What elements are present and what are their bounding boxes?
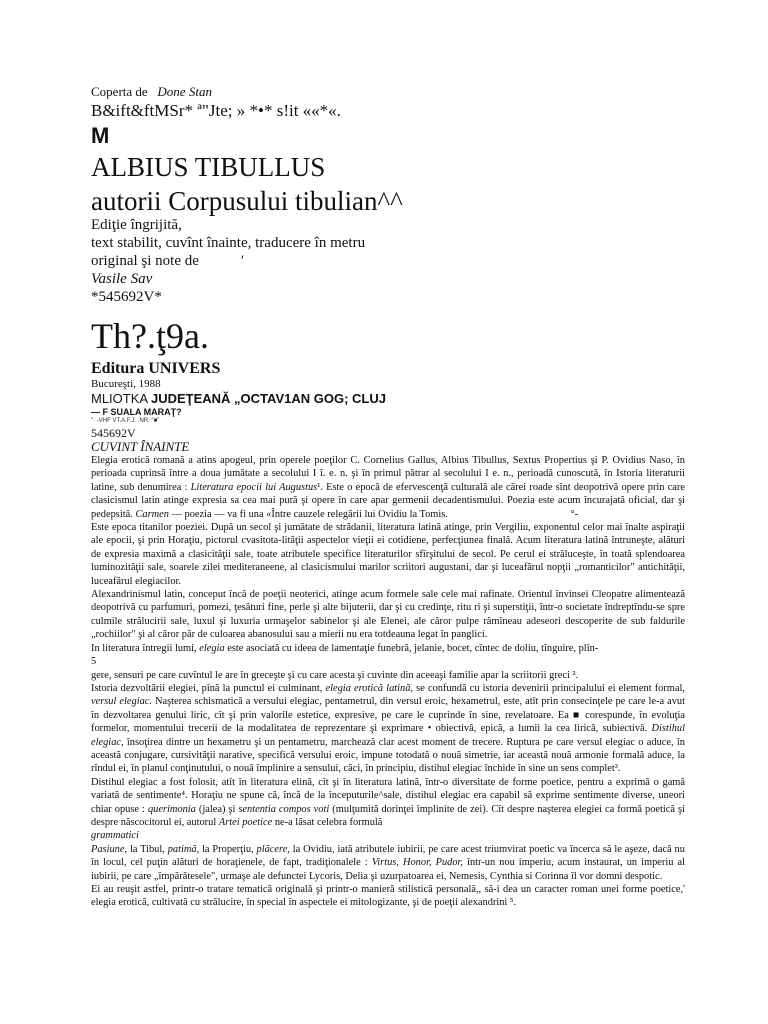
translator-text: Vasile Sav	[91, 271, 153, 287]
body-text	[91, 454, 685, 910]
paragraph-6-c: Naşterea schismatică a versului elegiac, pentametrul, din versul eroic, hexametrul, este, atît prin consecinţele pe care le-a avut în dezvoltarea genului liric, cît şi prin valorile estetice, expresive, pe care le cuprinde în sine, revelatoare. Ea ■ corespunde, în evoluţia formelor, momentului trecerii de la modalitatea de reprezentare şi exprimare • obiectivă, epică, a lumii la cea lirică, subiectivă.	[91, 696, 685, 735]
paragraph-4-italic: elegia	[199, 642, 225, 654]
paragraph-1-a: Elegia erotică romană a atins apogeul, prin operele poeţilor C. Cornelius Gallus, Albius Tibullus, Sextus Propertius şi P. Ovidius Naso, în perioada cuprinsă între a doua jumătate a secolului I î. e. n. şi în primul pătrar al secolului I e. n., perioadă cunoscută, în Istoria literaturii latine, sub denumirea :	[91, 455, 685, 493]
initial-letter: M	[91, 123, 110, 148]
paragraph-4-a: In literatura întregii lumi,	[91, 642, 197, 654]
paragraph-6-italic-3: Distihul elegiac,	[91, 723, 685, 748]
paragraph-6-italic-2: versul elegiac.	[91, 696, 152, 708]
paragraph-8-c: la Ovidiu, iată atributele iubirii, pe care acest triumvirat poetic va încerca să le aşeze, dacă nu în locul, cel puţin alături de horaţienele, de fapt, tradiţionalele :	[91, 843, 685, 869]
ocr-noise-line: B&ift&ftMSr* ª"Jte; » *•* s!it ««*«.	[91, 101, 341, 120]
paragraph-1-c: — poezia — va fi una «Între cauzele relegării lui Ovidiu la Tomis.	[171, 508, 448, 520]
paragraph-4-b: este asociată cu ideea de lamentaţie funebră, jelanie, bocet, cîntec de doliu, tînguire, plîn-	[227, 642, 599, 654]
paragraph-7-italic-3: Artei poetice	[218, 816, 273, 828]
section-heading: CUVINT ÎNAINTE	[91, 439, 190, 454]
edition-mark: ′	[240, 253, 245, 269]
place-year: Bucureşti, 1988	[91, 378, 161, 390]
paragraph-4	[91, 642, 685, 655]
paragraph-9: Ei au reuşit astfel, printr-o tratare tematică originală şi printr-o manieră stilistică personală,, să-i dea un caracter roman unei forme poetice,' elegia erotică, cultivată cu strălucire, în special în aspectele ei mitologizante, şi de poeţii alexandrini ⁵.	[91, 884, 685, 909]
library-name: JUDEŢEANĂ „OCTAV1AN GOG; CLUJ	[150, 391, 386, 406]
paragraph-6	[91, 682, 685, 776]
paragraph-6-d: însoţirea dintre un hexametru şi un pentametru, marchează clar acest moment de trecere. Ruptura pe care versul elegiac o aduce, în această conjugare, cursivităţii narative, specifică versului eroic, impune totodată o nouă simetrie, iar această nouă armonie formală aduce, la rîndul ei, în planul conţinutului, o nouă împlinire a sensului, căci, în principiu, distihul elegiac închide în sine un sens complet³.	[91, 736, 685, 775]
cover-credit	[91, 84, 683, 100]
edition-line-2: text stabilit, cuvînt înainte, traducere în metru	[91, 235, 366, 251]
edition-line-3-text: original şi note de	[91, 253, 199, 269]
paragraph-7-d: ne-a lăsat celebra formulă	[274, 816, 383, 828]
paragraph-1	[91, 454, 685, 521]
translator-name	[91, 270, 683, 288]
author-name: ALBIUS TIBULLUS	[91, 152, 326, 182]
large-title-noise: Th?.ţ9a.	[91, 316, 209, 356]
library-prefix: MLIOTKA	[91, 391, 148, 406]
library-stamp-line	[91, 391, 683, 407]
footnote-mark: °-	[570, 508, 579, 520]
paragraph-7-italic-2: sententia compos voti	[238, 803, 330, 815]
paragraph-7-b: (jalea) şi	[198, 803, 236, 815]
stamp-noise: "· -VHF VT.A.F.J. .NR. "■"	[91, 418, 160, 424]
paragraph-2: Este epoca titanilor poeziei. După un secol şi jumătate de strădanii, literatura latină atinge, prin Vergiliu, exponentul celor mai înalte aspiraţii ale epocii, şi prin Horaţiu, pictorul cvasitota-lităţii aspectelor vieţii ei cotidiene, perfecţiunea finală. Acum literatura latină întruneşte, alături de expresia maximă a clasicităţii sale, toate atributele specifice literaturilor sfîrşitului de secol. Pe cerul ei străluceşte, în toată splendoarea luminozităţii sale, soarele zilei mediteraneene, al clasicismului marilor scriitori augustani, dar şi luceafărul nopţii „romanticilor" antichităţii, luceafărul elegiacilor.	[91, 522, 685, 587]
page-number: 5	[91, 656, 97, 668]
cover-artist: Done Stan	[157, 84, 212, 99]
book-subtitle: autorii Corpusului tibulian^^	[91, 186, 403, 216]
page-content	[91, 84, 683, 910]
publisher-name: Editura UNIVERS	[91, 360, 221, 377]
paragraph-7	[91, 776, 685, 843]
paragraph-7-italic-4: grammatici	[91, 830, 139, 842]
paragraph-8-b: la Properţiu,	[202, 843, 254, 855]
paragraph-8	[91, 843, 685, 883]
paragraph-5: gere, sensuri pe care cuvîntul le are în greceşte şi cu care acesta şi cuvinte din aceeaşi familie apar la scriitorii greci ².	[91, 669, 579, 681]
paragraph-7-a: Distihul elegiac a fost folosit, atît în literatura elină, cît şi în literatura latină, într-o diversitate de forme poetice, pentru a exprimă o gamă variată de sentimente⁴. Horaţiu ne spune că, încă de la începuturile^sale, distihul elegiac era capabil să exprime sentimente diverse, uneori chiar opuse :	[91, 776, 685, 815]
paragraph-8-italic-2: patimă,	[167, 843, 200, 855]
paragraph-8-italic-4: Virtus, Honor, Pudor,	[371, 857, 464, 869]
inventory-code: 545692V	[91, 426, 136, 440]
paragraph-8-italic-1: Pasiune,	[91, 843, 128, 855]
paragraph-8-italic-3: plăcere,	[256, 843, 290, 855]
cover-label: Coperta de	[91, 84, 148, 99]
paragraph-7-c: (mulţumită dorinţei împlinite de zei). Cît despre naşterea elegiei ca formă poetică şi despre născocitorul ei, autorul	[91, 803, 685, 828]
edition-line-3	[91, 252, 683, 270]
paragraph-7-italic-1: querimonia	[147, 803, 196, 815]
paragraph-6-italic-1: elegia erotică latină,	[325, 682, 414, 694]
paragraph-1-italic: Literatura epocii lui Augustus	[190, 481, 318, 493]
paragraph-6-a: Istoria dezvoltării elegiei, pînă la punctul ei culminant,	[91, 682, 323, 694]
paragraph-8-d: într-un nou imperiu, acum instaurat, un imperiu al iubirii, pe care „împărătesele", urmaşe ale defunctei Lycoris, Delia şi uzurpatoarea ei, Nemesis, Cynthia si Corinna îl vor domni despotic.	[91, 857, 685, 882]
paragraph-8-a: la Tibul,	[129, 843, 165, 855]
barcode-text: *545692V*	[91, 289, 162, 305]
paragraph-1-b: ¹. Este o epocă de efervescenţă culturală ale cărei roade sînt deopotrivă opere prin care clasicismul latin atinge expresia sa cea mai pură şi opere în care apar germenii decadentismului. Poezia este acum încurajată oficial, dar şi pedepsită.	[91, 481, 685, 520]
paragraph-3: Alexandrinismul latin, conceput încă de poeţii neoterici, atinge acum formele sale cele mai rafinate. Orientul învinsei Cleopatre alimentează deopotrivă cu parfumuri, pomezi, ţesături fine, perle şi alte bijuterii, dar şi cu credinţe, ritu ri şi superstiţii, într-o societate îndreptîndu-se spre culmile strălucirii sale, luxul şi luxuria urmaşelor sabinelor şi ale Elenei, ale căror pulpe rămîneau adeseori descoperite de sub faldurile „rochiilor" şi al căror păr de culoarea abanosului sau a mierii nu era totdeauna legat în panglici.	[91, 589, 685, 641]
edition-line-1: Ediţie îngrijită,	[91, 217, 182, 233]
library-stamp-line-2: — F SUALA MARAŢ?	[91, 407, 182, 417]
paragraph-1-italic-2: Carmen	[135, 508, 169, 520]
paragraph-6-b: se confundă cu istoria devenirii principalului ei element formal,	[416, 682, 685, 694]
